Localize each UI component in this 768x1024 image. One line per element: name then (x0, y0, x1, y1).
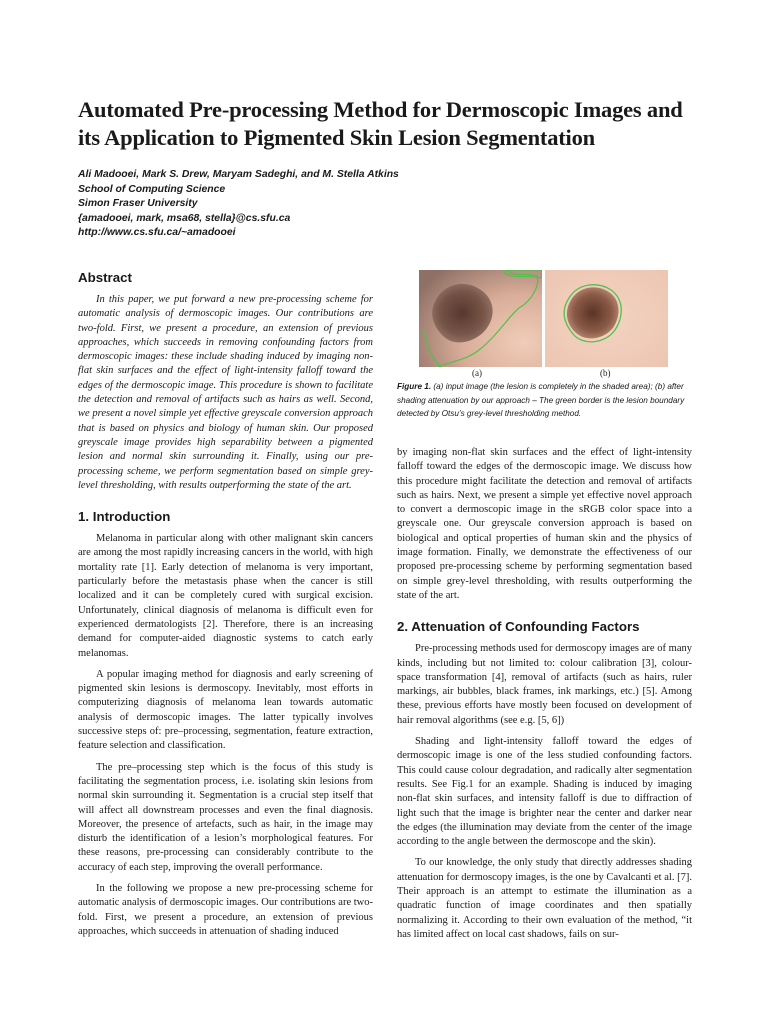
intro-paragraph-4: In the following we propose a new pre-processing scheme for automatic analysis of dermoscopic images. Our contributions are two-fold. First, we present a procedure, an extension of previous approaches, which succeeds in attenuation of shading induced (78, 882, 373, 937)
left-column (78, 270, 373, 939)
affiliation-university: Simon Fraser University (78, 198, 198, 209)
author-names: Ali Madooei, Mark S. Drew, Maryam Sadeghi, and M. Stella Atkins (78, 169, 399, 180)
abstract-heading: Abstract (78, 270, 132, 285)
section-2-heading: 2. Attenuation of Confounding Factors (397, 619, 640, 635)
author-block (78, 168, 498, 241)
section-2-paragraph-2: Shading and light-intensity falloff toward the edges of dermoscopic image is one of the less studied confounding factors. This could cause colour degradation, and radically alter segmentation results. See Fig.1 for an example. Shading is induced by imaging non-flat skin surfaces, and intensity falloff is due to diffraction of light such that the image is brighter near the center and darker near the edges (the illumination may deviate from the center of the image according to the angle between the dermoscope and the skin). (397, 736, 692, 848)
intro-paragraph-3: The pre–processing step which is the focus of this study is facilitating the segmentation process, i.e. isolating skin lesions from normal skin surrounding it. Segmentation is a crucial step itself that will affect all downstream processes and even the final diagnosis. Moreover, the presence of artefacts, such as hair, in the image may disturb the identification of a lesion’s morphological features. For these reasons, pre-processing can considerably contribute to the accuracy of each step, improving the overall performance. (78, 761, 373, 873)
figure-1b-attenuated-image (545, 270, 668, 367)
figure-1-caption-text: (a) input image (the lesion is completely in the shaded area); (b) after shading attenuation by our approach – The green border is the lesion boundary detected by Otsu’s grey-level thresholding method. (397, 382, 685, 418)
section-2-paragraph-1: Pre-processing methods used for dermoscopy images are of many kinds, including but not limited to: colour calibration [3], colour-space transformation [4], removal of artifacts (such as hairs, ruler markings, air bubbles, black frames, ink markings, etc.) [5]. Among these, previous efforts have mostly been focused on development of hair removal algorithms (see e.g. [5, 6]) (397, 643, 692, 726)
introduction-heading: 1. Introduction (78, 509, 171, 525)
abstract-text: In this paper, we put forward a new pre-processing scheme for automatic analysis of dermoscopic images. Our contributions are two-fold. First, we present a procedure, an extension of previous approaches, which succeeds in removing confounding factors from dermoscopic images: these include shading induced by imaging non-flat skin surfaces and the effect of light-intensity falloff toward the edges of the dermoscopic image. This procedure is shown to facilitate the detection and removal of artifacts such as hairs as well. Second, we present a novel simple yet effective greyscale conversion approach that is based on physics and biology of human skin. Our proposed greyscale image provides high separability between a pigmented lesion and normal skin surrounding it. Finally, using our pre-processing scheme, we perform segmentation based on simple grey-level thresholding, with results outperforming the state of the art. (78, 294, 373, 491)
affiliation-school: School of Computing Science (78, 183, 226, 195)
title-line-1: Automated Pre-processing Method for Dermoscopic Images and (78, 97, 683, 122)
paper-title (78, 96, 718, 152)
intro-paragraph-1: Melanoma in particular along with other malignant skin cancers are among the most rapidly increasing cancers in the world, with high mortality rate [1]. Early detection of melanoma is very important, particularly before the metastasis phase when the cancer is still localized and it can be completely cured with surgical excision. Unfortunately, clinical diagnosis of melanoma is difficult even for experienced dermatologists [2]. Therefore, there is an increasing demand for computer-aided diagnostic systems to catch early melanomas. (78, 533, 373, 659)
author-url[interactable]: http://www.cs.sfu.ca/~amadooei (78, 227, 236, 238)
abstract-section (78, 270, 373, 493)
intro-continuation: by imaging non-flat skin surfaces and the effect of light-intensity falloff toward the edges of the dermoscopic image. We discuss how this procedure might facilitate the detection and removal of artifacts such as hairs. Next, we present a simple yet effective novel approach to convert a dermoscopic image in the sRGB color space into a greyscale one. Our greyscale conversion approach is based on biological and optical properties of human skin and the physics of image formation. Finally, we demonstrate the effectiveness of our proposed pre-processing scheme by performing segmentation based on simple grey-level thresholding, with results outperforming the state of the art. (397, 447, 692, 601)
figure-1a-input-image (419, 270, 542, 367)
figure-1-caption-label: Figure 1. (397, 382, 432, 391)
right-column (397, 446, 692, 942)
figure-1b-label: (b) (600, 368, 611, 378)
figure-1a-label: (a) (472, 368, 482, 378)
figure-1-caption (397, 380, 697, 421)
section-2-paragraph-3: To our knowledge, the only study that directly addresses shading attenuation for dermoscopy images, is the one by Cavalcanti et al. [7]. Their approach is an attempt to estimate the illumination as a quadratic function of image coordinates and then spatially normalizing it. According to their own evaluation of the method, “it has limited affect on local cast shadows, fails on sur- (397, 857, 692, 940)
title-line-2: its Application to Pigmented Skin Lesion Segmentation (78, 125, 595, 150)
intro-paragraph-2: A popular imaging method for diagnosis and early screening of pigmented skin lesions is dermoscopy. Inevitably, most efforts in computerizing diagnosis of melanoma lean towards automatic analysis of dermoscopic images. The latter typically involves successive steps of: pre–processing, segmentation, feature extraction, feature selection and classification. (78, 668, 373, 752)
author-email: {amadooei, mark, msa68, stella}@cs.sfu.ca (78, 212, 291, 224)
